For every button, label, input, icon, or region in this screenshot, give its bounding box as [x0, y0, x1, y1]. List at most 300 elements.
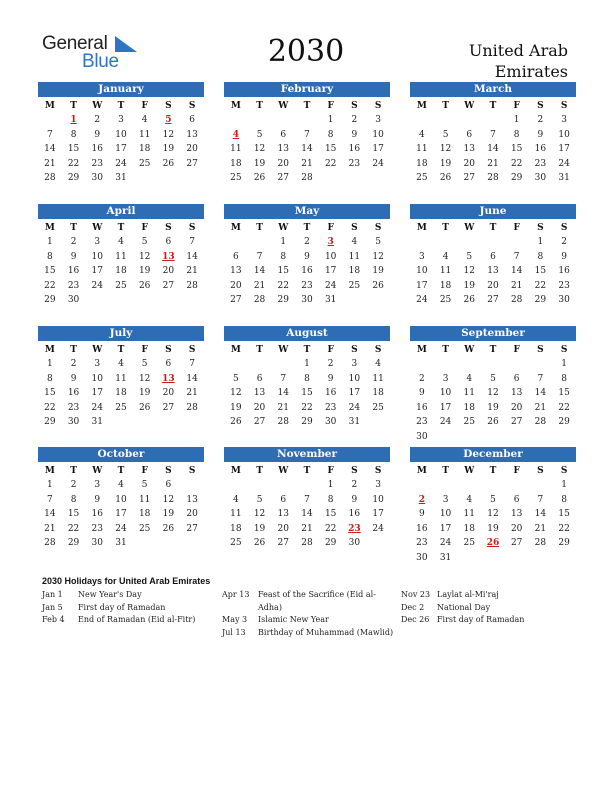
day-cell: 2 [70, 359, 77, 369]
day-cell: 28 [301, 173, 313, 184]
day-cell: 16 [348, 509, 361, 520]
day-cell: 20 [186, 509, 198, 520]
day-cell: 11 [463, 509, 475, 520]
empty-day-cell [457, 113, 481, 128]
holiday-entry [42, 614, 195, 627]
day-cell: 9 [70, 251, 77, 262]
day-cell: 30 [558, 295, 570, 306]
day-cell: 16 [91, 509, 103, 520]
empty-day-cell [133, 536, 157, 551]
day-cell: 27 [162, 402, 175, 413]
day-cell: 28 [301, 538, 313, 549]
holiday-day-cell: 13 [162, 251, 175, 262]
day-cell: 23 [324, 402, 337, 413]
week-row [38, 493, 204, 508]
empty-day-cell [343, 293, 367, 308]
week-row [38, 250, 204, 265]
day-cell: 14 [534, 509, 547, 520]
empty-day-cell [552, 430, 576, 445]
holiday-entry [222, 589, 393, 602]
day-cell: 19 [162, 144, 175, 155]
page-header [0, 0, 612, 80]
empty-day-cell [343, 171, 367, 186]
week-row [410, 522, 576, 537]
day-cell: 19 [372, 266, 384, 277]
holidays-column [42, 589, 195, 627]
week-row [38, 113, 204, 128]
day-cell: 22 [301, 402, 313, 413]
holiday-name: Feast of the Sacrifice (Eid al- [258, 590, 376, 599]
empty-day-cell [434, 357, 458, 372]
day-cell: 17 [439, 523, 452, 534]
day-cell: 23 [301, 280, 313, 291]
day-cell: 11 [230, 509, 242, 520]
logo-text-blue: Blue [82, 51, 119, 72]
empty-day-cell [410, 113, 434, 128]
day-cell: 4 [466, 373, 473, 384]
week-row [410, 430, 576, 445]
day-cell: 12 [463, 266, 475, 277]
day-cell: 8 [327, 494, 334, 505]
day-cell: 6 [165, 480, 172, 490]
week-row [38, 386, 204, 401]
holiday-name: Islamic New Year [258, 615, 329, 625]
day-cell: 6 [232, 251, 239, 262]
weekday-header [224, 99, 390, 113]
day-cell: 6 [513, 494, 520, 505]
day-cell: 22 [44, 402, 56, 413]
holiday-entry [42, 602, 195, 615]
country-name-line-1: United Arab [468, 41, 568, 60]
day-cell: 10 [115, 129, 127, 140]
day-cell: 26 [230, 417, 242, 428]
calendar-year: 2030 [267, 34, 345, 69]
holiday-date [222, 602, 258, 615]
week-row [38, 357, 204, 372]
day-cell: 20 [510, 402, 523, 413]
day-cell: 12 [487, 509, 499, 520]
day-cell: 28 [44, 538, 56, 549]
day-cell: 14 [44, 144, 56, 155]
month-november [224, 447, 390, 551]
weekday-label: T [256, 466, 263, 476]
day-cell: 24 [91, 402, 103, 413]
day-cell: 16 [416, 523, 428, 534]
weekday-label: S [560, 223, 568, 233]
empty-day-cell [224, 113, 248, 128]
day-cell: 27 [162, 280, 175, 291]
empty-day-cell [505, 357, 529, 372]
holiday-day-cell: 1 [70, 115, 77, 125]
day-cell: 14 [277, 388, 289, 399]
day-cell: 21 [186, 388, 198, 399]
weekday-label: M [44, 345, 55, 355]
week-row [410, 357, 576, 372]
day-cell: 21 [186, 266, 198, 277]
week-row [410, 493, 576, 508]
weekday-label: W [92, 223, 103, 233]
week-row [38, 536, 204, 551]
day-cell: 31 [115, 173, 127, 184]
day-cell: 30 [416, 552, 428, 563]
weekday-label: S [351, 101, 358, 111]
day-cell: 10 [324, 251, 337, 262]
day-cell: 27 [186, 523, 198, 534]
day-cell: 26 [162, 158, 175, 169]
day-cell: 19 [162, 509, 175, 520]
day-cell: 23 [67, 280, 80, 291]
day-cell: 11 [138, 129, 151, 140]
day-cell: 16 [324, 388, 337, 399]
day-cell: 8 [70, 494, 77, 505]
day-cell: 23 [91, 523, 103, 534]
day-cell: 24 [348, 402, 361, 413]
day-cell: 6 [280, 129, 287, 140]
holiday-entry [222, 627, 393, 640]
day-cell: 21 [44, 523, 56, 534]
weekday-label: T [117, 223, 125, 233]
day-cell: 31 [91, 417, 103, 428]
day-cell: 30 [67, 417, 80, 428]
week-row [410, 142, 576, 157]
empty-day-cell [85, 293, 109, 308]
week-row [224, 478, 390, 493]
weekday-label: F [327, 101, 334, 111]
day-cell: 1 [46, 237, 53, 247]
day-cell: 15 [67, 144, 80, 155]
day-cell: 5 [141, 480, 148, 490]
day-cell: 31 [439, 552, 452, 563]
day-cell: 30 [416, 431, 428, 442]
empty-day-cell [552, 551, 576, 566]
holiday-day-cell: 2 [418, 494, 425, 505]
day-cell: 9 [304, 251, 310, 262]
day-cell: 5 [442, 129, 449, 140]
weekday-label: S [560, 345, 568, 355]
empty-day-cell [157, 536, 181, 551]
holiday-name: New Year's Day [78, 590, 142, 599]
empty-day-cell [224, 235, 248, 250]
week-row [410, 113, 576, 128]
empty-day-cell [271, 357, 295, 372]
day-cell: 26 [138, 402, 151, 413]
week-row [38, 235, 204, 250]
day-cell: 8 [561, 494, 567, 505]
weekday-label: F [513, 101, 520, 111]
day-cell: 27 [510, 417, 523, 428]
day-cell: 28 [487, 173, 499, 184]
day-cell: 19 [487, 523, 499, 534]
empty-day-cell [457, 357, 481, 372]
day-cell: 7 [46, 494, 53, 505]
day-cell: 24 [91, 280, 103, 291]
empty-day-cell [481, 551, 505, 566]
day-cell: 19 [138, 388, 151, 399]
month-title: September [410, 326, 576, 341]
day-cell: 4 [141, 115, 148, 125]
day-cell: 22 [534, 280, 547, 291]
weekday-label: F [141, 466, 148, 476]
weekday-label: M [230, 223, 241, 233]
empty-day-cell [109, 415, 133, 430]
weekday-label: S [560, 101, 568, 111]
day-cell: 10 [416, 266, 428, 277]
empty-day-cell [157, 415, 181, 430]
day-cell: 26 [138, 280, 151, 291]
day-cell: 11 [439, 266, 452, 277]
weekday-label: T [303, 466, 311, 476]
weekday-label: W [464, 223, 475, 233]
weekday-label: W [464, 345, 475, 355]
day-cell: 29 [558, 417, 570, 428]
day-cell: 29 [324, 538, 337, 549]
week-row [410, 250, 576, 265]
day-cell: 6 [280, 494, 287, 505]
day-cell: 19 [439, 158, 452, 169]
empty-day-cell [180, 536, 204, 551]
weekday-label: S [165, 345, 172, 355]
day-cell: 16 [558, 266, 570, 277]
day-cell: 12 [138, 373, 151, 384]
day-cell: 28 [186, 280, 198, 291]
day-cell: 21 [301, 523, 313, 534]
day-cell: 14 [44, 509, 56, 520]
empty-day-cell [224, 478, 248, 493]
day-cell: 25 [463, 417, 475, 428]
day-cell: 25 [439, 295, 452, 306]
holiday-entry [401, 614, 524, 627]
empty-day-cell [457, 235, 481, 250]
day-cell: 23 [416, 417, 428, 428]
day-cell: 30 [348, 538, 361, 549]
holiday-name: Adha) [258, 602, 282, 612]
day-cell: 24 [439, 538, 452, 549]
day-cell: 7 [304, 494, 310, 505]
empty-day-cell [248, 478, 272, 493]
empty-day-cell [529, 357, 553, 372]
day-cell: 19 [253, 158, 266, 169]
day-cell: 15 [301, 388, 313, 399]
day-cell: 18 [230, 158, 242, 169]
day-cell: 10 [439, 509, 452, 520]
day-cell: 30 [324, 417, 337, 428]
day-cell: 9 [94, 129, 101, 140]
day-cell: 6 [513, 373, 520, 384]
week-row [224, 536, 390, 551]
holiday-entry [42, 589, 195, 602]
day-cell: 17 [324, 266, 337, 277]
holidays-column [401, 589, 524, 627]
empty-day-cell [295, 478, 319, 493]
day-cell: 14 [253, 266, 266, 277]
weekday-label: T [303, 223, 311, 233]
day-cell: 23 [558, 280, 570, 291]
week-row [38, 293, 204, 308]
weekday-header [38, 343, 204, 357]
day-cell: 22 [558, 402, 570, 413]
day-cell: 25 [138, 523, 151, 534]
day-cell: 21 [253, 280, 266, 291]
week-row [38, 401, 204, 416]
day-cell: 28 [277, 417, 289, 428]
month-title: January [38, 82, 204, 97]
week-row [410, 171, 576, 186]
day-cell: 13 [186, 494, 198, 505]
empty-day-cell [157, 293, 181, 308]
day-cell: 4 [118, 359, 124, 369]
weekday-label: M [416, 345, 427, 355]
holiday-date: Dec 26 [401, 615, 430, 625]
weekday-label: S [537, 101, 544, 111]
day-cell: 16 [67, 388, 80, 399]
day-cell: 22 [277, 280, 289, 291]
weekday-label: S [537, 466, 544, 476]
empty-day-cell [434, 113, 458, 128]
day-cell: 3 [442, 494, 449, 505]
week-row [38, 507, 204, 522]
day-cell: 20 [162, 266, 175, 277]
day-cell: 24 [372, 523, 384, 534]
empty-day-cell [366, 171, 390, 186]
month-june [410, 204, 576, 308]
weekday-header [410, 99, 576, 113]
day-cell: 27 [230, 295, 242, 306]
holidays-column [222, 589, 393, 639]
day-cell: 5 [375, 237, 381, 247]
day-cell: 3 [418, 251, 425, 262]
month-april [38, 204, 204, 308]
weekday-label: S [165, 466, 172, 476]
holiday-day-cell: 23 [348, 523, 361, 534]
weekday-label: T [442, 101, 449, 111]
day-cell: 8 [537, 251, 544, 262]
week-row [38, 142, 204, 157]
holidays-list [42, 576, 582, 649]
holiday-date: Dec 2 [401, 602, 425, 612]
day-cell: 5 [256, 129, 263, 140]
day-cell: 12 [439, 144, 452, 155]
day-cell: 13 [510, 509, 523, 520]
day-cell: 3 [94, 359, 101, 369]
weekday-label: T [489, 345, 497, 355]
logo-text-general: General [42, 33, 108, 54]
day-cell: 13 [253, 388, 266, 399]
weekday-label: S [188, 101, 196, 111]
day-cell: 24 [558, 158, 570, 169]
weekday-header [410, 464, 576, 478]
day-cell: 23 [534, 158, 547, 169]
day-cell: 18 [115, 388, 127, 399]
week-row [410, 551, 576, 566]
day-cell: 25 [230, 173, 242, 184]
day-cell: 8 [46, 373, 53, 384]
month-title: May [224, 204, 390, 219]
weekday-label: S [537, 345, 544, 355]
week-row [410, 372, 576, 387]
week-row [410, 415, 576, 430]
weekday-label: T [256, 223, 263, 233]
week-row [224, 128, 390, 143]
day-cell: 25 [416, 173, 428, 184]
day-cell: 9 [351, 129, 358, 140]
day-cell: 27 [463, 173, 475, 184]
day-cell: 1 [537, 237, 544, 247]
day-cell: 9 [351, 494, 358, 505]
day-cell: 9 [537, 129, 544, 140]
day-cell: 14 [534, 388, 547, 399]
day-cell: 8 [304, 373, 310, 384]
weekday-label: M [44, 101, 55, 111]
day-cell: 15 [277, 266, 289, 277]
empty-day-cell [133, 171, 157, 186]
empty-day-cell [248, 235, 272, 250]
day-cell: 1 [46, 359, 53, 369]
holiday-name: End of Ramadan (Eid al-Fitr) [78, 615, 196, 625]
day-cell: 26 [463, 295, 475, 306]
weekday-label: T [70, 345, 77, 355]
day-cell: 16 [91, 144, 103, 155]
day-cell: 18 [463, 523, 475, 534]
weekday-label: M [44, 223, 55, 233]
day-cell: 29 [44, 417, 56, 428]
country-name [408, 40, 568, 82]
day-cell: 20 [277, 158, 289, 169]
empty-day-cell [481, 478, 505, 493]
weekday-label: S [374, 466, 382, 476]
day-cell: 15 [67, 509, 80, 520]
week-row [224, 157, 390, 172]
day-cell: 22 [558, 523, 570, 534]
day-cell: 18 [138, 509, 151, 520]
day-cell: 10 [91, 373, 103, 384]
day-cell: 17 [416, 280, 428, 291]
day-cell: 14 [301, 144, 313, 155]
day-cell: 3 [375, 480, 381, 490]
day-cell: 6 [256, 373, 263, 384]
week-row [38, 128, 204, 143]
day-cell: 1 [327, 480, 334, 490]
weekday-label: M [44, 466, 55, 476]
day-cell: 17 [115, 509, 127, 520]
month-title: November [224, 447, 390, 462]
holiday-name: National Day [437, 602, 491, 612]
month-october [38, 447, 204, 551]
holiday-entry [401, 589, 524, 602]
empty-day-cell [248, 357, 272, 372]
day-cell: 21 [534, 523, 547, 534]
day-cell: 27 [277, 173, 289, 184]
day-cell: 16 [416, 402, 428, 413]
day-cell: 6 [490, 251, 496, 262]
day-cell: 21 [487, 158, 499, 169]
holiday-day-cell: 13 [162, 373, 175, 384]
weekday-label: S [165, 101, 172, 111]
day-cell: 11 [230, 144, 242, 155]
holiday-date: Apr 13 [222, 590, 250, 599]
holiday-day-cell: 3 [327, 237, 334, 247]
day-cell: 31 [348, 417, 361, 428]
day-cell: 29 [44, 295, 56, 306]
day-cell: 7 [46, 129, 53, 140]
day-cell: 2 [351, 480, 358, 490]
day-cell: 6 [189, 115, 195, 125]
day-cell: 19 [487, 402, 499, 413]
empty-day-cell [481, 430, 505, 445]
weekday-header [224, 464, 390, 478]
day-cell: 18 [115, 266, 127, 277]
day-cell: 30 [67, 295, 80, 306]
day-cell: 18 [439, 280, 452, 291]
